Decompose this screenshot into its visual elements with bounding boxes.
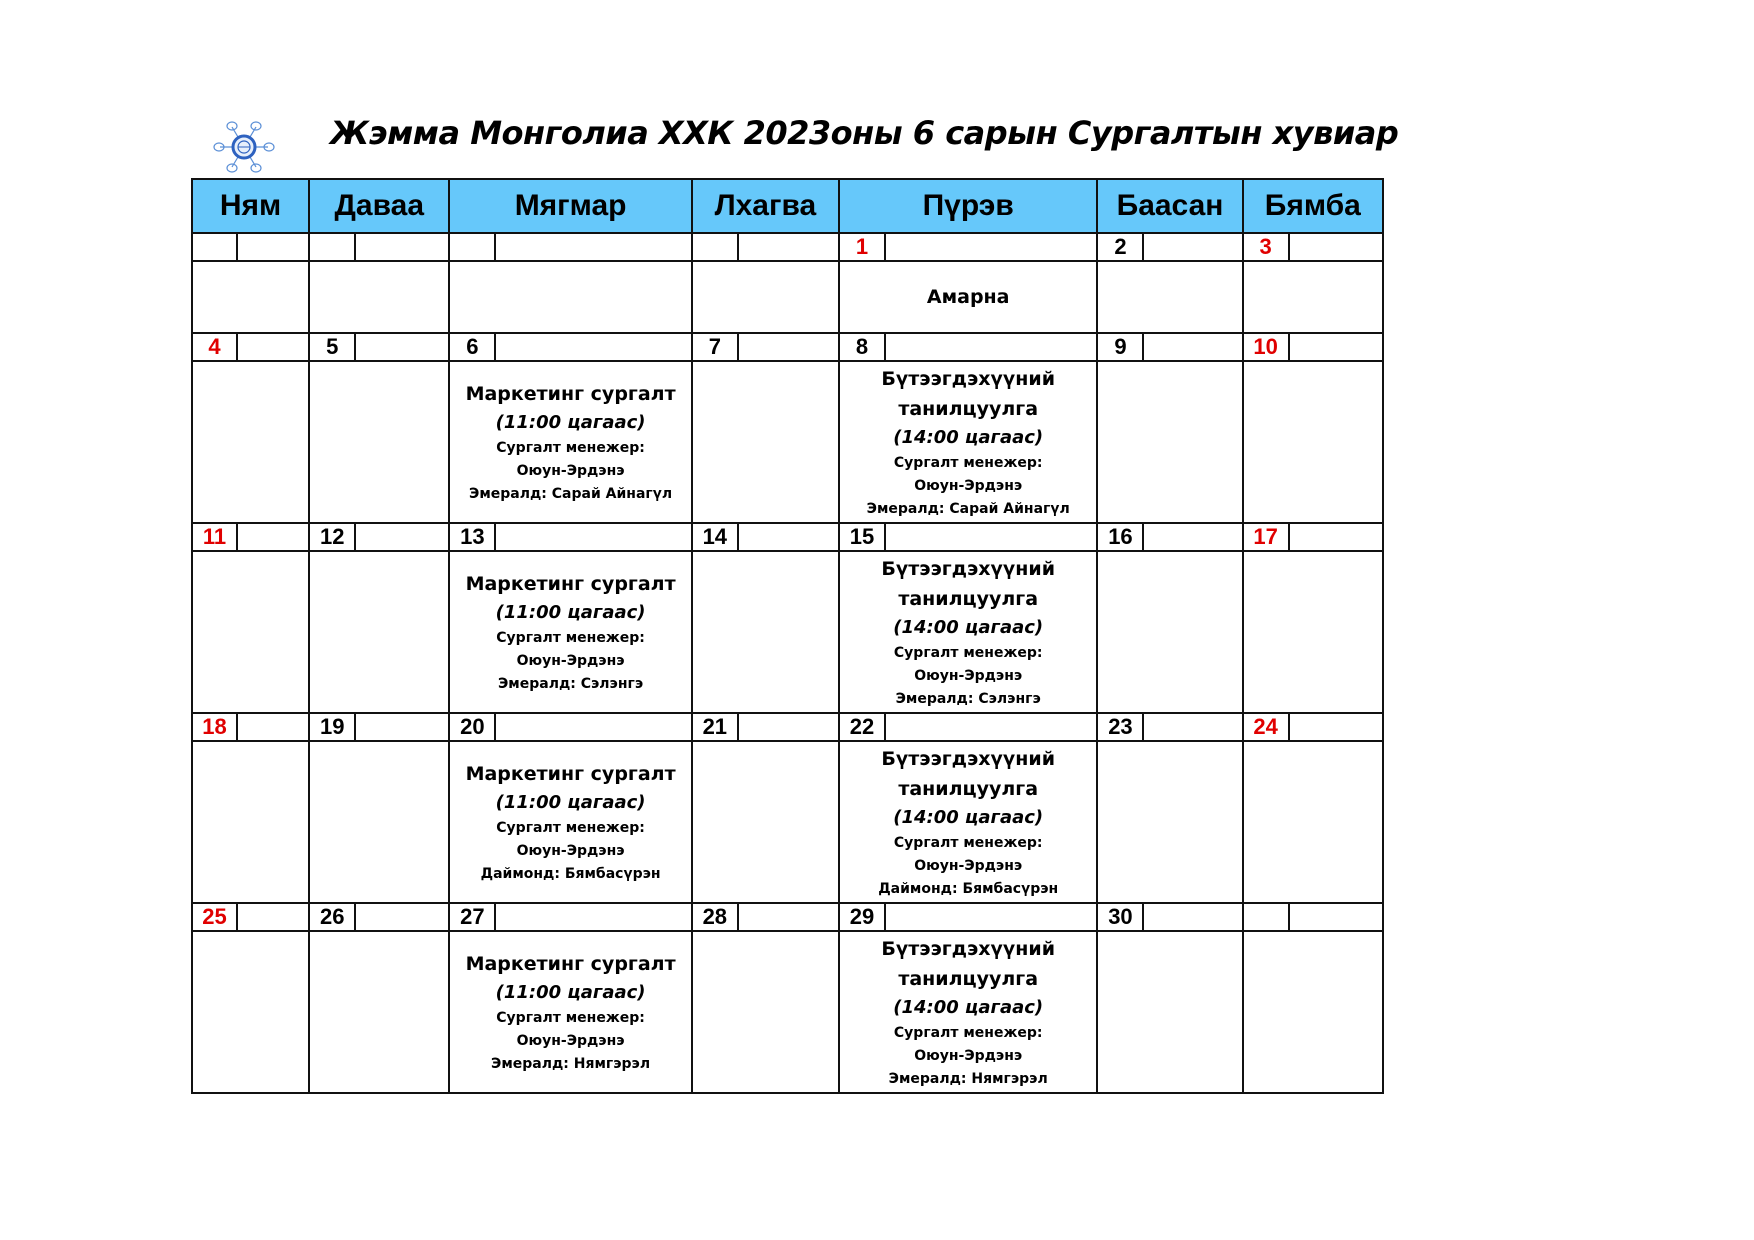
manager-label: Сургалт менежер: (893, 454, 1043, 471)
event-marketing-training (449, 931, 691, 1093)
date-number: 4 (192, 333, 237, 361)
event-product-intro (839, 931, 1097, 1093)
date-spacer (495, 333, 691, 361)
week-0-dates (192, 233, 1383, 261)
day-cell (692, 931, 839, 1093)
day-cell (1097, 361, 1242, 523)
date-spacer (495, 233, 691, 261)
date-spacer (495, 523, 691, 551)
date-spacer (885, 903, 1097, 931)
holiday-cell (839, 261, 1097, 333)
date-spacer (355, 233, 449, 261)
group-name: Эмералд: Нямгэрэл (491, 1055, 651, 1072)
group-name: Даймонд: Бямбасүрэн (480, 865, 661, 882)
date-spacer (355, 903, 449, 931)
date-number: 17 (1243, 523, 1289, 551)
event-title-line2: танилцуулга (898, 397, 1039, 420)
date-spacer (237, 903, 309, 931)
date-number: 21 (692, 713, 738, 741)
event-product-intro (839, 741, 1097, 903)
day-cell (309, 261, 449, 333)
event-title: Бүтээгдэхүүний (881, 367, 1056, 390)
manager-label: Сургалт менежер: (893, 1024, 1043, 1041)
date-spacer (738, 523, 839, 551)
day-cell (192, 741, 309, 903)
date-number (1243, 903, 1289, 931)
date-number: 14 (692, 523, 738, 551)
date-spacer (885, 233, 1097, 261)
event-title: Маркетинг сургалт (465, 572, 676, 595)
event-title: Маркетинг сургалт (465, 762, 676, 785)
week-1-dates (192, 333, 1383, 361)
date-number (692, 233, 738, 261)
event-marketing-training (449, 361, 691, 523)
date-number: 28 (692, 903, 738, 931)
date-spacer (1289, 713, 1383, 741)
day-cell (1097, 261, 1242, 333)
weekday-wed: Лхагва (692, 179, 839, 233)
date-spacer (738, 903, 839, 931)
date-spacer (1289, 233, 1383, 261)
date-spacer (237, 523, 309, 551)
manager-label: Сургалт менежер: (496, 1009, 645, 1026)
group-name: Эмералд: Нямгэрэл (888, 1070, 1048, 1087)
weekday-mon: Даваа (309, 179, 449, 233)
event-marketing-training (449, 551, 691, 713)
date-number: 9 (1097, 333, 1143, 361)
day-cell (1243, 551, 1383, 713)
manager-label: Сургалт менежер: (893, 644, 1043, 661)
date-number: 23 (1097, 713, 1143, 741)
day-cell (1243, 741, 1383, 903)
day-cell (692, 261, 839, 333)
week-2-dates (192, 523, 1383, 551)
manager-label: Сургалт менежер: (496, 629, 645, 646)
date-number: 1 (839, 233, 885, 261)
day-cell (1243, 261, 1383, 333)
event-title-line2: танилцуулга (898, 587, 1039, 610)
date-spacer (1289, 523, 1383, 551)
holiday-label: Амарна (926, 286, 1010, 308)
group-name: Эмералд: Сэлэнгэ (498, 675, 644, 692)
date-number: 29 (839, 903, 885, 931)
date-spacer (237, 233, 309, 261)
day-cell (692, 551, 839, 713)
event-title: Бүтээгдэхүүний (881, 557, 1056, 580)
event-title: Бүтээгдэхүүний (881, 937, 1056, 960)
weekday-sun: Ням (192, 179, 309, 233)
date-number: 6 (449, 333, 495, 361)
event-title-line2: танилцуулга (898, 777, 1039, 800)
day-cell (449, 261, 691, 333)
date-spacer (1143, 713, 1242, 741)
date-spacer (738, 713, 839, 741)
date-number: 13 (449, 523, 495, 551)
date-number: 16 (1097, 523, 1143, 551)
manager-name: Оюун-Эрдэнэ (516, 1032, 625, 1049)
date-number: 18 (192, 713, 237, 741)
date-spacer (237, 713, 309, 741)
day-cell (192, 261, 309, 333)
event-product-intro (839, 551, 1097, 713)
event-time: (14:00 цагаас) (893, 426, 1044, 448)
group-name: Даймонд: Бямбасүрэн (878, 880, 1059, 897)
day-cell (192, 551, 309, 713)
event-title: Маркетинг сургалт (465, 382, 676, 405)
event-time: (11:00 цагаас) (495, 411, 646, 433)
manager-name: Оюун-Эрдэнэ (516, 462, 625, 479)
week-3-content (192, 741, 1383, 903)
day-cell (1243, 931, 1383, 1093)
manager-label: Сургалт менежер: (893, 834, 1043, 851)
date-number: 12 (309, 523, 355, 551)
date-number (192, 233, 237, 261)
weekday-tue: Мягмар (449, 179, 691, 233)
date-spacer (495, 903, 691, 931)
network-globe-logo-icon (212, 118, 276, 176)
manager-name: Оюун-Эрдэнэ (914, 667, 1023, 684)
date-spacer (1289, 333, 1383, 361)
day-cell (1097, 551, 1242, 713)
week-2-content (192, 551, 1383, 713)
manager-label: Сургалт менежер: (496, 439, 645, 456)
manager-name: Оюун-Эрдэнэ (516, 842, 625, 859)
date-number (309, 233, 355, 261)
date-spacer (738, 233, 839, 261)
event-title: Маркетинг сургалт (465, 952, 676, 975)
date-number: 20 (449, 713, 495, 741)
page-title: Жэмма Монголиа ХХК 2023оны 6 сарын Сургалтын хувиар (330, 114, 1399, 152)
group-name: Эмералд: Сарай Айнагүл (469, 485, 673, 502)
event-time: (11:00 цагаас) (495, 981, 646, 1003)
day-cell (692, 741, 839, 903)
date-number: 3 (1243, 233, 1289, 261)
week-0-content (192, 261, 1383, 333)
calendar-table (191, 178, 1384, 1094)
date-number: 7 (692, 333, 738, 361)
event-time: (11:00 цагаас) (495, 791, 646, 813)
date-number: 30 (1097, 903, 1143, 931)
day-cell (309, 931, 449, 1093)
date-spacer (1289, 903, 1383, 931)
day-cell (309, 741, 449, 903)
event-title-line2: танилцуулга (898, 967, 1039, 990)
weekday-thu: Пүрэв (839, 179, 1097, 233)
event-title: Бүтээгдэхүүний (881, 747, 1056, 770)
manager-name: Оюун-Эрдэнэ (914, 857, 1023, 874)
date-number: 15 (839, 523, 885, 551)
week-4-content (192, 931, 1383, 1093)
date-spacer (355, 333, 449, 361)
date-number: 11 (192, 523, 237, 551)
date-spacer (1143, 523, 1242, 551)
day-cell (692, 361, 839, 523)
date-number: 5 (309, 333, 355, 361)
date-spacer (355, 713, 449, 741)
date-spacer (738, 333, 839, 361)
date-spacer (885, 523, 1097, 551)
event-marketing-training (449, 741, 691, 903)
weekday-sat: Бямба (1243, 179, 1383, 233)
day-cell (309, 551, 449, 713)
date-number: 25 (192, 903, 237, 931)
event-time: (14:00 цагаас) (893, 996, 1044, 1018)
event-time: (14:00 цагаас) (893, 806, 1044, 828)
date-spacer (885, 713, 1097, 741)
date-spacer (1143, 233, 1242, 261)
day-cell (1243, 361, 1383, 523)
date-spacer (1143, 903, 1242, 931)
week-4-dates (192, 903, 1383, 931)
date-spacer (495, 713, 691, 741)
date-number: 19 (309, 713, 355, 741)
date-number: 22 (839, 713, 885, 741)
manager-name: Оюун-Эрдэнэ (516, 652, 625, 669)
date-number: 10 (1243, 333, 1289, 361)
date-spacer (885, 333, 1097, 361)
manager-name: Оюун-Эрдэнэ (914, 477, 1023, 494)
day-cell (309, 361, 449, 523)
group-name: Эмералд: Сарай Айнагүл (866, 500, 1070, 517)
date-spacer (1143, 333, 1242, 361)
date-number: 27 (449, 903, 495, 931)
date-number (449, 233, 495, 261)
date-number: 2 (1097, 233, 1143, 261)
weekday-fri: Баасан (1097, 179, 1242, 233)
day-cell (1097, 741, 1242, 903)
event-time: (14:00 цагаас) (893, 616, 1044, 638)
week-1-content (192, 361, 1383, 523)
event-product-intro (839, 361, 1097, 523)
date-number: 26 (309, 903, 355, 931)
date-spacer (237, 333, 309, 361)
manager-label: Сургалт менежер: (496, 819, 645, 836)
date-number: 24 (1243, 713, 1289, 741)
date-spacer (355, 523, 449, 551)
manager-name: Оюун-Эрдэнэ (914, 1047, 1023, 1064)
week-3-dates (192, 713, 1383, 741)
day-cell (192, 361, 309, 523)
event-time: (11:00 цагаас) (495, 601, 646, 623)
group-name: Эмералд: Сэлэнгэ (895, 690, 1041, 707)
date-number: 8 (839, 333, 885, 361)
day-cell (1097, 931, 1242, 1093)
day-cell (192, 931, 309, 1093)
weekday-header-row (192, 179, 1383, 233)
